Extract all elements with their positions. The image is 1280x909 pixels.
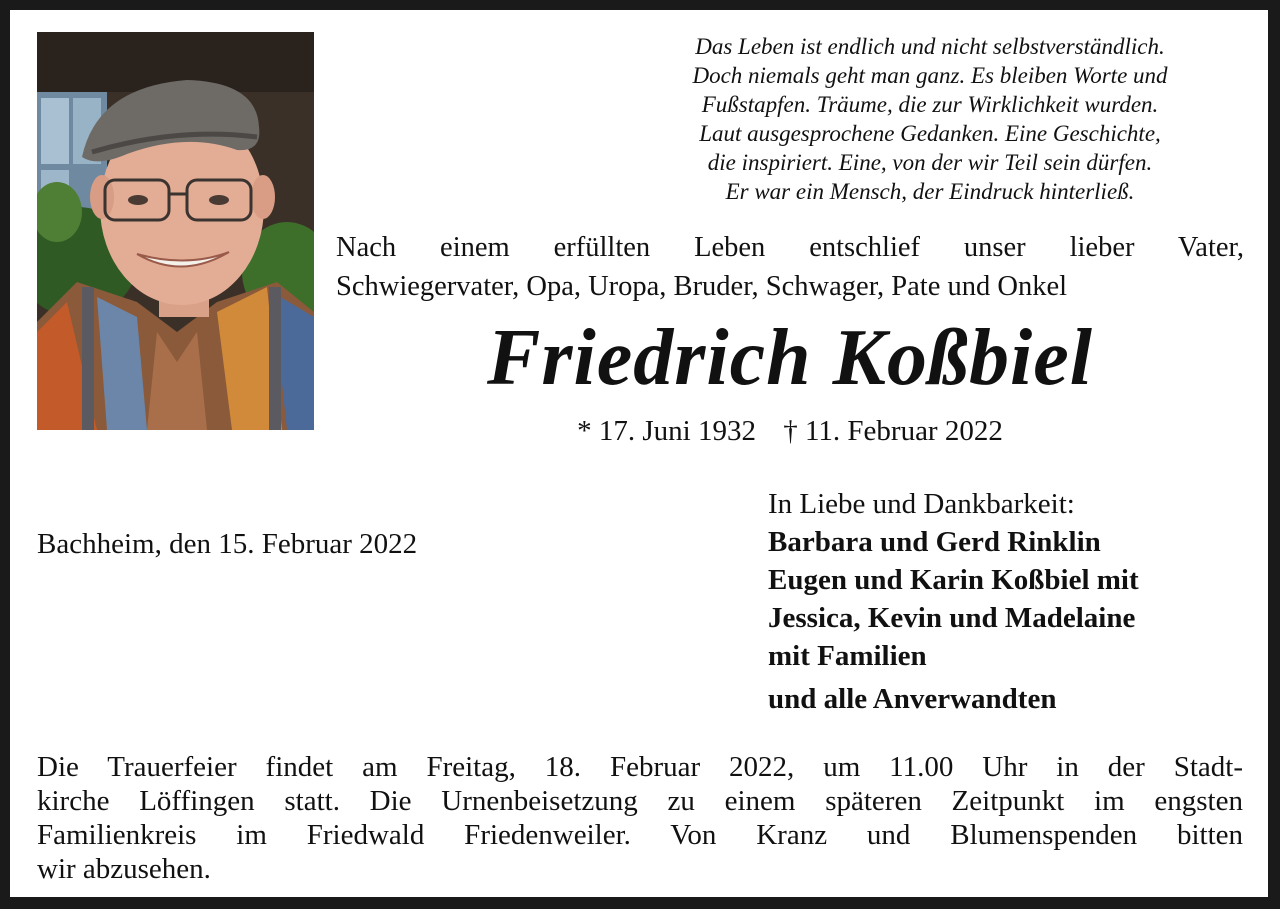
- portrait-photo: [37, 32, 314, 430]
- place-and-date: Bachheim, den 15. Februar 2022: [37, 528, 418, 560]
- service-line: Die Trauerfeier findet am Freitag, 18. Februar 2022, um 11.00 Uhr in der Stadt-: [37, 751, 1243, 783]
- mourner-line: Barbara und Gerd Rinklin: [768, 526, 1101, 558]
- announcement-intro: [336, 228, 1244, 306]
- mourner-line: mit Familien: [768, 640, 927, 672]
- intro-line: Nach einem erfüllten Leben entschlief unser lieber Vater,: [336, 232, 1244, 263]
- poem-line: Doch niemals geht man ganz. Es bleiben Worte und: [692, 63, 1168, 88]
- poem-line: Das Leben ist endlich und nicht selbstverständlich.: [695, 34, 1165, 59]
- service-line: wir abzusehen.: [37, 853, 211, 885]
- deceased-name: Friedrich Koßbiel: [487, 314, 1093, 402]
- service-line: Familienkreis im Friedwald Friedenweiler. Von Kranz und Blumenspenden bitten: [37, 819, 1243, 851]
- mourner-line: Eugen und Karin Koßbiel mit: [768, 564, 1139, 596]
- poem-line: die inspiriert. Eine, von der wir Teil sein dürfen.: [707, 150, 1153, 175]
- portrait-illustration: [37, 32, 314, 430]
- service-line: kirche Löffingen statt. Die Urnenbeisetzung zu einem späteren Zeitpunkt im engsten: [37, 785, 1243, 817]
- obituary-notice: [10, 10, 1268, 897]
- mourner-line: Jessica, Kevin und Madelaine: [768, 602, 1136, 634]
- mourner-line: und alle Anverwandten: [768, 683, 1057, 715]
- memorial-poem: [610, 32, 1250, 206]
- poem-line: Er war ein Mensch, der Eindruck hinterließ.: [725, 179, 1135, 204]
- death-date: † 11. Februar 2022: [783, 415, 1003, 447]
- funeral-service-info: [37, 750, 1243, 886]
- life-dates: [336, 412, 1244, 450]
- mourners-list: [768, 485, 1258, 718]
- poem-line: Laut ausgesprochene Gedanken. Eine Geschichte,: [699, 121, 1161, 146]
- intro-line: Schwiegervater, Opa, Uropa, Bruder, Schwager, Pate und Onkel: [336, 271, 1068, 302]
- birth-date: * 17. Juni 1932: [577, 415, 756, 447]
- mourners-heading: In Liebe und Dankbarkeit:: [768, 488, 1075, 520]
- poem-line: Fußstapfen. Träume, die zur Wirklichkeit wurden.: [701, 92, 1159, 117]
